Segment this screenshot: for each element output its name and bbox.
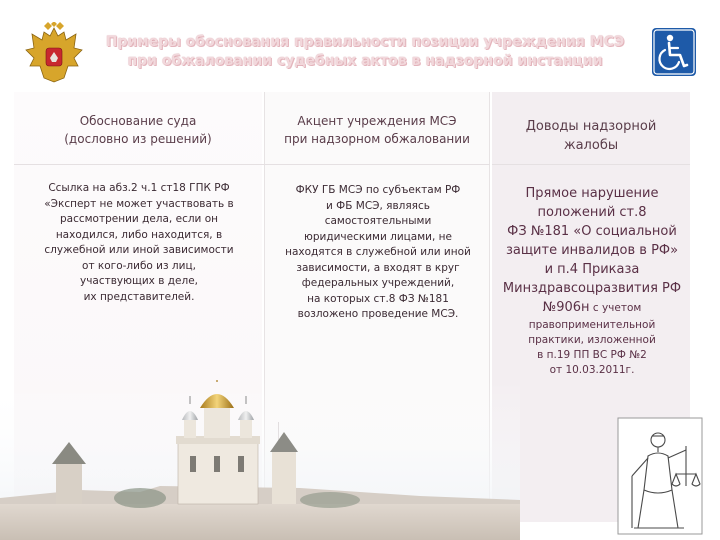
cell-court-line: находился, либо находится, в [55, 228, 223, 241]
cell-court-text [20, 181, 258, 305]
russian-coat-of-arms-icon [22, 22, 86, 88]
cell-appeal-small-line: правоприменительной [528, 319, 656, 331]
slide-title [100, 33, 630, 71]
cell-appeal-small-line: в п.19 ПП ВС РФ №2 [537, 349, 647, 361]
cell-appeal-small-line: практики, изложенной [528, 334, 656, 346]
column-header-court-line-1: Обоснование суда [79, 114, 197, 128]
cell-appeal-line: и п.4 Приказа [544, 262, 640, 277]
slide-header [0, 0, 720, 92]
column-header-mse-line-1: Акцент учреждения МСЭ [297, 114, 457, 128]
cell-court-line: Ссылка на абз.2 ч.1 ст18 ГПК РФ [48, 182, 230, 194]
cell-court-line: служебной или иной зависимости [44, 244, 234, 256]
column-header-appeal-line-1: Доводы надзорной [525, 119, 657, 134]
slide-title-line-2: при обжаловании судебных актов в надзорной инстанции [127, 53, 603, 69]
cell-court-line: их представителей. [83, 290, 195, 303]
cell-appeal-line: положений ст.8 [537, 205, 647, 220]
wheelchair-icon [652, 28, 696, 76]
cell-appeal-line: ФЗ №181 «О социальной [507, 224, 677, 239]
cell-appeal-line: Прямое нарушение [525, 186, 659, 201]
cell-mse-text [270, 183, 486, 323]
cell-mse-line: зависимости, а входят в круг [296, 261, 460, 274]
cell-court-line: рассмотрении дела, если он [59, 213, 219, 225]
cell-mse-line: федеральных учреждений, [301, 277, 455, 289]
cell-court-line: от кого-либо из лиц, [82, 259, 196, 272]
cell-mse-line: юридическими лицами, не [304, 230, 452, 243]
cell-appeal-mixed-tail: с учетом [589, 302, 642, 314]
cell-court-line: участвующих в деле, [79, 275, 198, 287]
cell-appeal-line: защите инвалидов в РФ» [505, 243, 679, 258]
header-divider-appeal [492, 164, 690, 165]
cell-court-line: «Эксперт не может участвовать в [44, 197, 234, 210]
kremlin-cathedral-illustration [0, 380, 520, 540]
cell-appeal-text [498, 184, 686, 378]
column-header-court-line-2: (дословно из решений) [64, 132, 212, 146]
cell-mse-line: находятся в служебной или иной [285, 246, 471, 258]
cell-appeal-small-line: от 10.03.2011г. [549, 364, 635, 376]
themis-justice-illustration [614, 416, 706, 536]
header-divider [14, 164, 490, 165]
cell-mse-line: ФКУ ГБ МСЭ по субъектам РФ [295, 184, 461, 196]
column-header-court [14, 112, 262, 148]
cell-mse-line: самостоятельными [324, 215, 432, 227]
column-header-appeal-line-2: жалобы [563, 138, 619, 153]
cell-mse-line: и ФБ МСЭ, являясь [326, 199, 430, 212]
cell-mse-line: на которых ст.8 ФЗ №181 [307, 292, 449, 305]
column-header-mse-line-2: при надзорном обжаловании [284, 132, 470, 146]
order-number: №906н [542, 300, 590, 315]
slide-title-line-1: Примеры обоснования правильности позиции учреждения МСЭ [105, 34, 625, 50]
column-header-appeal [492, 117, 690, 155]
column-header-mse [264, 112, 490, 148]
cell-appeal-mixed-line [498, 298, 686, 318]
cell-mse-line: возложено проведение МСЭ. [297, 308, 459, 320]
cell-appeal-line: Минздравсоцразвития РФ [502, 281, 682, 296]
